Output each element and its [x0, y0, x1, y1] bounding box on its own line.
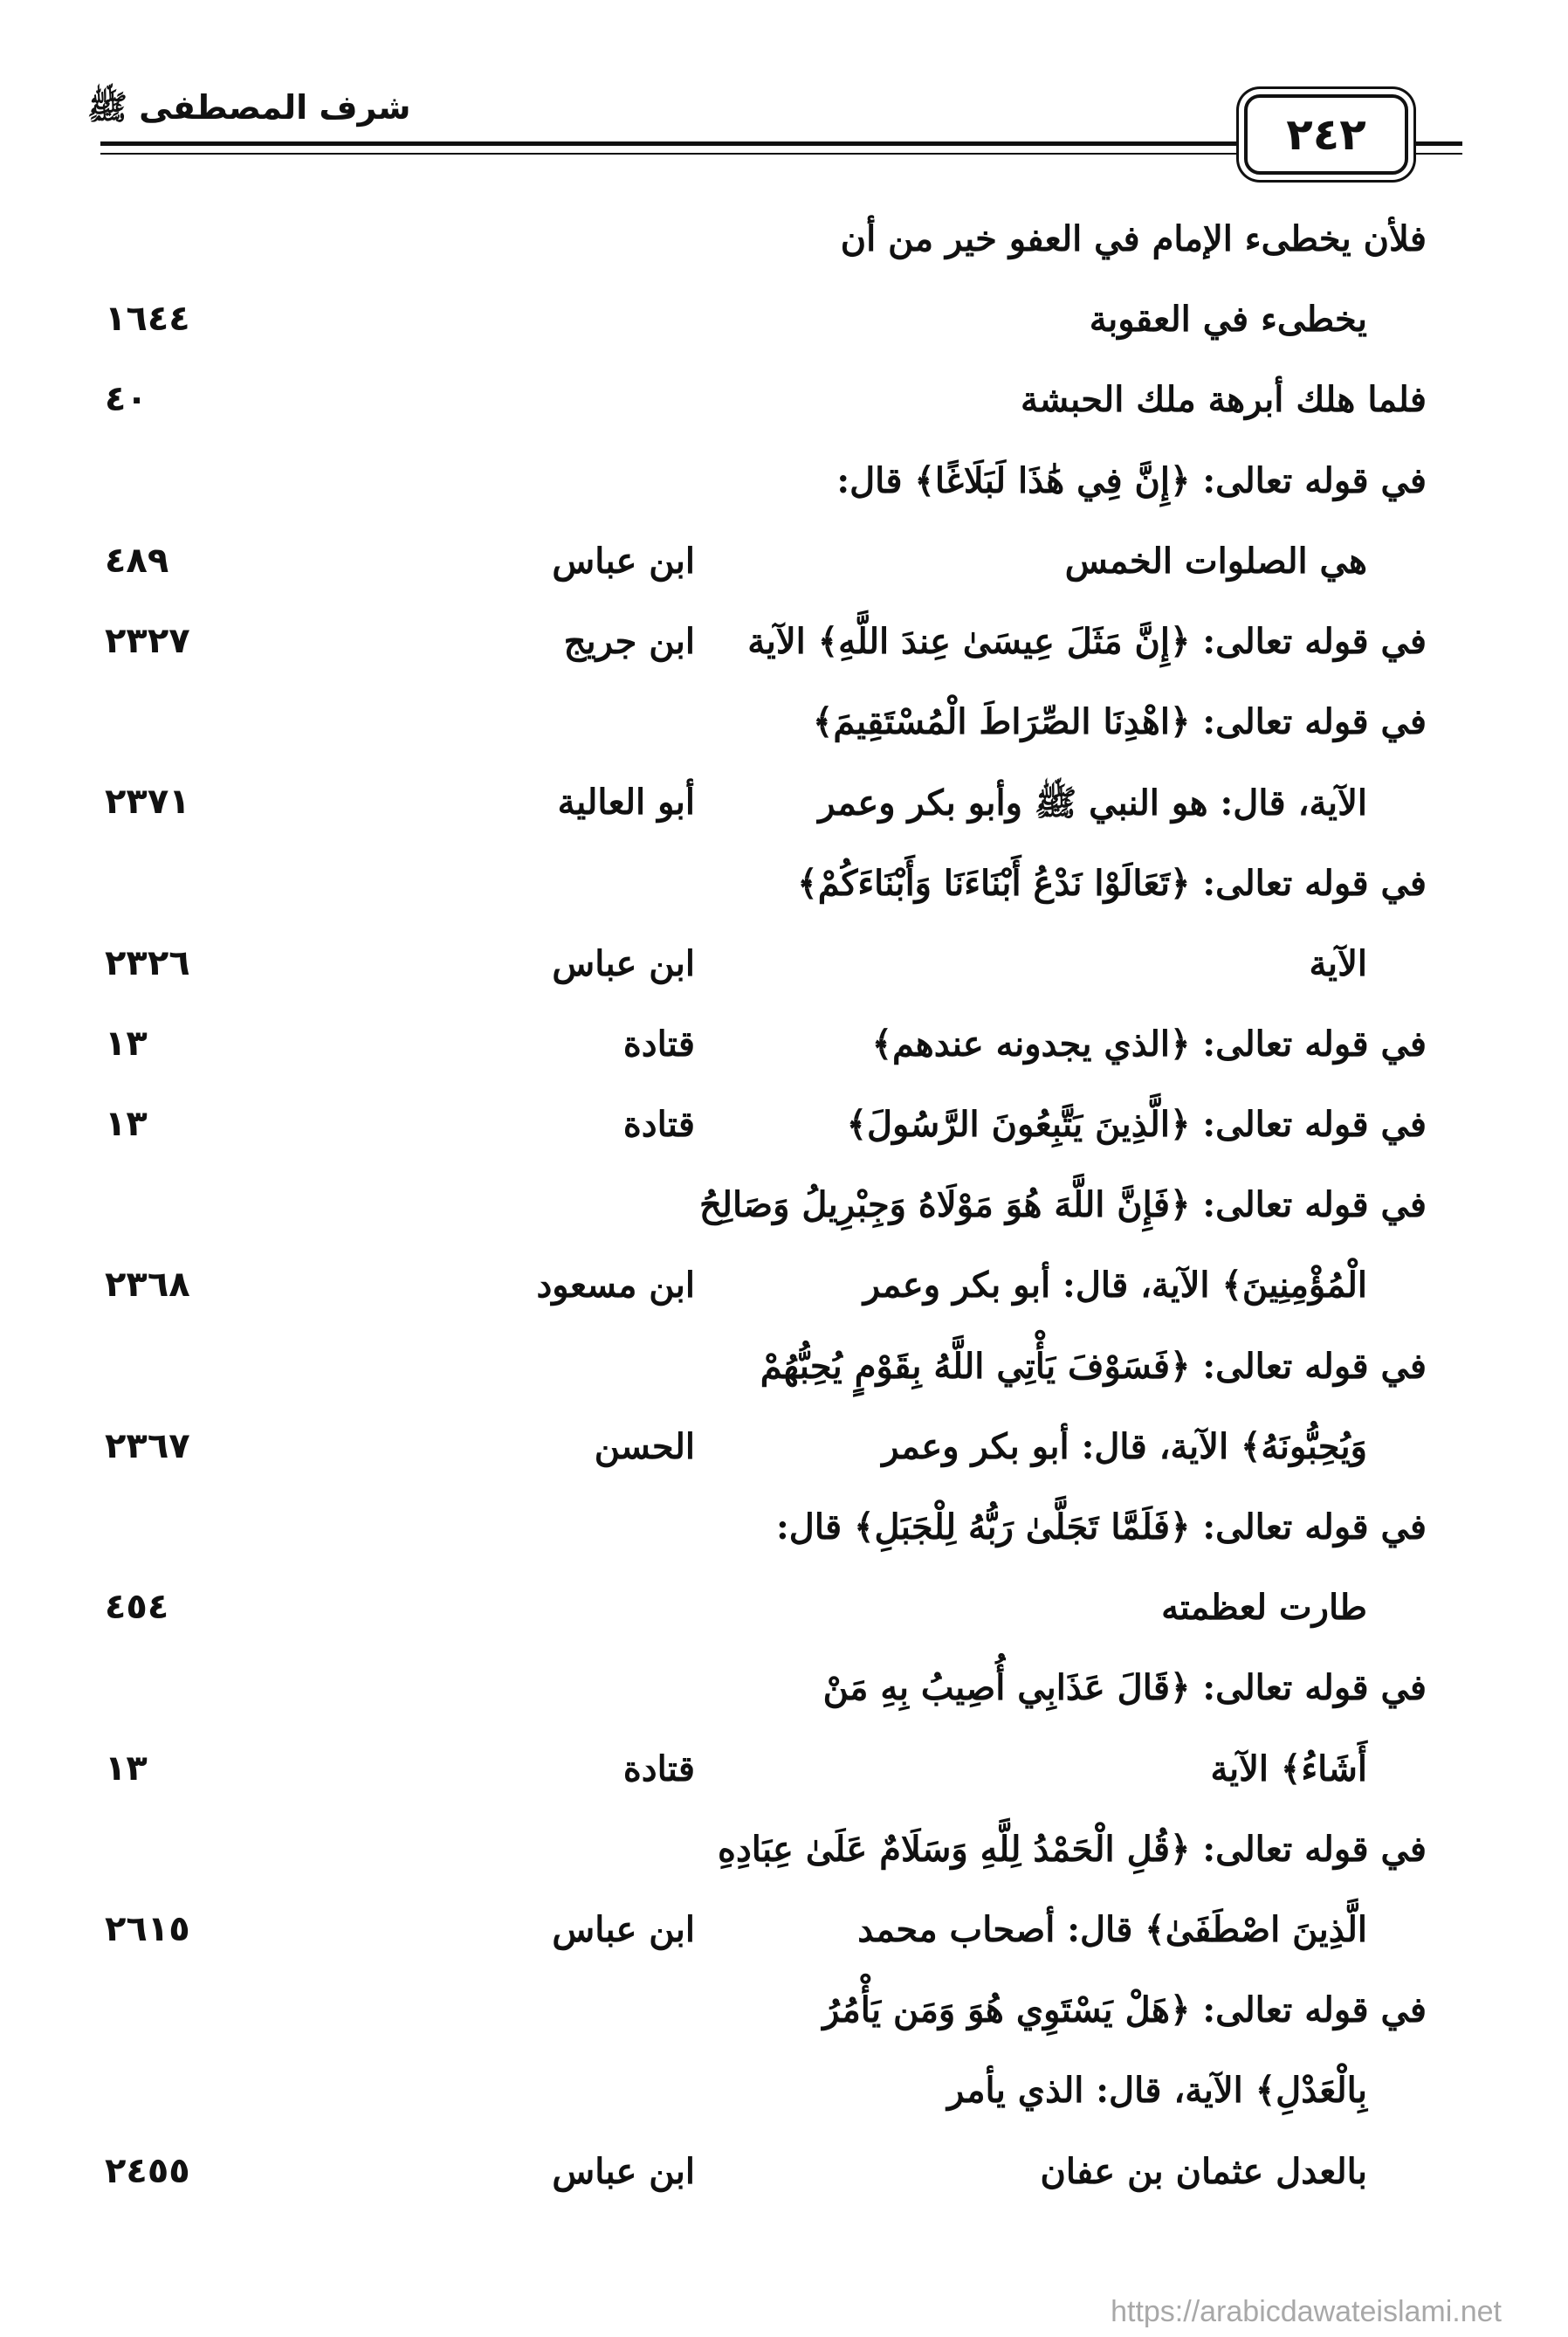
index-row [0, 1900, 1568, 1981]
entry-number: ٢٣٦٧ [105, 1425, 190, 1466]
entry-text: في قوله تعالى: ﴿فَإِنَّ اللَّهَ هُوَ مَوْلَاهُ وَجِبْرِيلُ وَصَالِحُ [698, 1184, 1427, 1226]
entry-narrator: قتادة [622, 1104, 695, 1146]
entry-number: ٢٣٢٦ [105, 942, 190, 983]
index-row [0, 452, 1568, 532]
entry-text: في قوله تعالى: ﴿قُلِ الْحَمْدُ لِلَّهِ وَسَلَامٌ عَلَىٰ عِبَادِهِ [718, 1828, 1427, 1870]
page-header [0, 0, 1568, 175]
entry-text: في قوله تعالى: ﴿إِنَّ فِي هَٰذَا لَبَلَاغًا﴾ قال: [836, 459, 1427, 501]
entry-narrator: ابن عباس [552, 942, 695, 984]
index-row [0, 854, 1568, 934]
entry-text: في قوله تعالى: ﴿الَّذِينَ يَتَّبِعُونَ الرَّسُولَ﴾ [846, 1104, 1427, 1146]
index-row [0, 2142, 1568, 2223]
entry-text: في قوله تعالى: ﴿الذي يجدونه عندهم﴾ [871, 1023, 1427, 1065]
entry-text: فلأن يخطىء الإمام في العفو خير من أن [840, 218, 1427, 259]
index-row [0, 1578, 1568, 1658]
page-number: ٢٤٢ [1244, 94, 1408, 175]
entry-number: ٢٣٢٧ [105, 620, 190, 661]
entry-text: في قوله تعالى: ﴿إِنَّ مَثَلَ عِيسَىٰ عِندَ اللَّهِ﴾ الآية [747, 620, 1427, 662]
index-row [0, 1417, 1568, 1498]
index-row [0, 1015, 1568, 1095]
entry-number: ٤٥٤ [105, 1587, 169, 1628]
index-list [0, 210, 1568, 2223]
entry-narrator: ابن عباس [552, 2150, 695, 2192]
entry-text: في قوله تعالى: ﴿اهْدِنَا الصِّرَاطَ الْمُسْتَقِيمَ﴾ [812, 701, 1427, 743]
entry-narrator: الحسن [594, 1425, 695, 1467]
entry-text: بالعدل عثمان بن عفان [1040, 2150, 1367, 2192]
entry-narrator: قتادة [622, 1748, 695, 1789]
entry-narrator: ابن جريج [563, 620, 695, 662]
entry-text: هي الصلوات الخمس [1064, 540, 1367, 582]
index-row [0, 934, 1568, 1015]
index-row [0, 1740, 1568, 1820]
entry-text: في قوله تعالى: ﴿هَلْ يَسْتَوِي هُوَ وَمَن يَأْمُرُ [822, 1989, 1427, 2031]
entry-text: يخطىء في العقوبة [1089, 299, 1367, 341]
index-row [0, 1095, 1568, 1175]
entry-text: الْمُؤْمِنِينَ﴾ الآية، قال: أبو بكر وعمر [863, 1265, 1367, 1306]
index-row [0, 1658, 1568, 1739]
entry-text: طارت لعظمته [1161, 1587, 1367, 1629]
entry-number: ٢٣٦٨ [105, 1265, 190, 1306]
entry-number: ١٦٤٤ [105, 299, 190, 340]
entry-number: ٢٣٧١ [105, 782, 190, 823]
watermark: https://arabicdawateislami.net [1111, 2295, 1502, 2328]
entry-number: ١٣ [105, 1748, 148, 1789]
entry-number: ٢٦١٥ [105, 1908, 190, 1949]
entry-text: في قوله تعالى: ﴿قَالَ عَذَابِي أُصِيبُ بِهِ مَنْ [822, 1667, 1427, 1709]
index-row [0, 1175, 1568, 1256]
index-row [0, 1498, 1568, 1578]
index-row [0, 370, 1568, 451]
index-row [0, 290, 1568, 370]
entry-number: ٢٤٥٥ [105, 2150, 190, 2191]
entry-text: وَيُحِبُّونَهُ﴾ الآية، قال: أبو بكر وعمر [882, 1425, 1367, 1467]
entry-narrator: ابن عباس [552, 540, 695, 582]
entry-text: الآية، قال: هو النبي ﷺ وأبو بكر وعمر [818, 782, 1367, 824]
index-row [0, 612, 1568, 693]
entry-number: ١٣ [105, 1023, 148, 1064]
index-row [0, 693, 1568, 773]
entry-text: في قوله تعالى: ﴿فَلَمَّا تَجَلَّىٰ رَبُّهُ لِلْجَبَلِ﴾ قال: [776, 1506, 1427, 1548]
index-row [0, 532, 1568, 612]
index-row [0, 1256, 1568, 1336]
index-row [0, 773, 1568, 853]
index-row [0, 1337, 1568, 1417]
entry-text: في قوله تعالى: ﴿تَعَالَوْا نَدْعُ أَبْنَاءَنَا وَأَبْنَاءَكُمْ﴾ [797, 862, 1427, 904]
entry-text: فلما هلك أبرهة ملك الحبشة [1021, 379, 1427, 421]
index-row [0, 1820, 1568, 1900]
index-row [0, 1981, 1568, 2061]
entry-narrator: أبو العالية [557, 782, 695, 824]
entry-number: ١٣ [105, 1104, 148, 1145]
entry-number: ٤٠ [105, 379, 148, 420]
entry-narrator: قتادة [622, 1023, 695, 1065]
entry-text: بِالْعَدْلِ﴾ الآية، قال: الذي يأمر [947, 2070, 1367, 2112]
index-row [0, 2061, 1568, 2141]
entry-narrator: ابن عباس [552, 1908, 695, 1950]
entry-text: في قوله تعالى: ﴿فَسَوْفَ يَأْتِي اللَّهُ بِقَوْمٍ يُحِبُّهُمْ [760, 1345, 1427, 1387]
running-title: شرف المصطفى ﷺ [87, 88, 411, 127]
entry-text: الَّذِينَ اصْطَفَىٰ﴾ قال: أصحاب محمد [857, 1908, 1367, 1950]
index-row [0, 210, 1568, 290]
entry-text: الآية [1309, 942, 1367, 984]
entry-narrator: ابن مسعود [536, 1265, 695, 1306]
entry-number: ٤٨٩ [105, 540, 169, 581]
entry-text: أَشَاءُ﴾ الآية [1210, 1748, 1367, 1789]
